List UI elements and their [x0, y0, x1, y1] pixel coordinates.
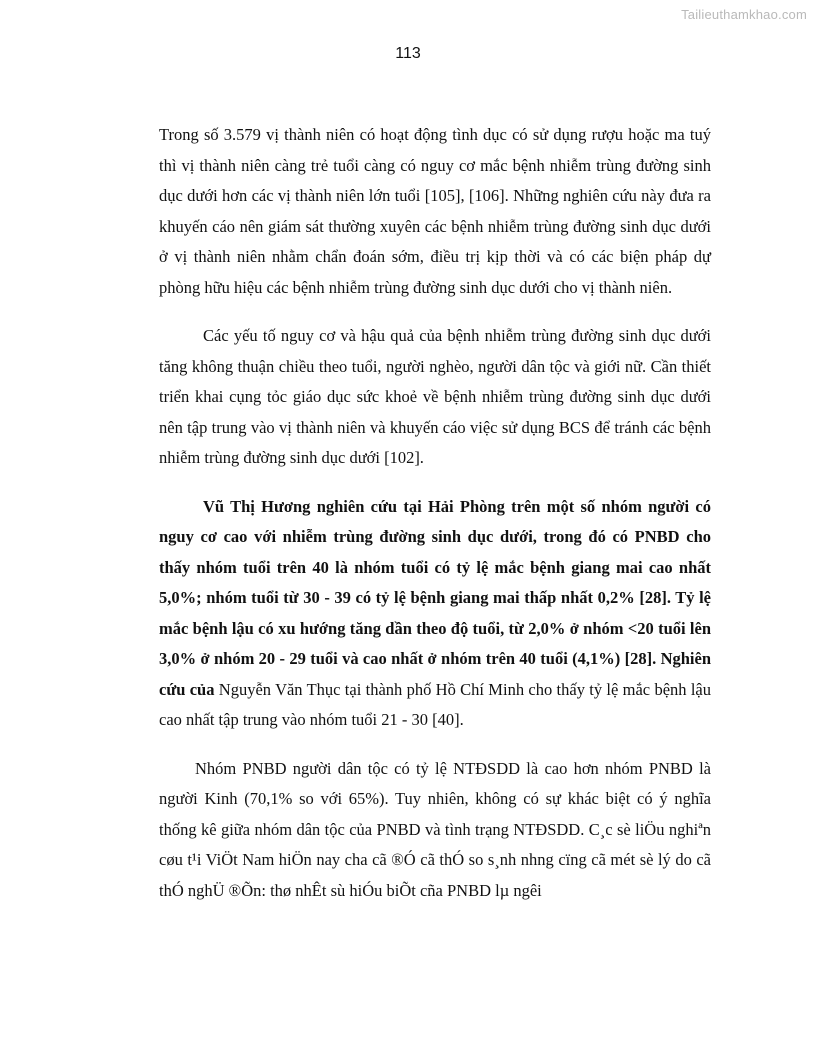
- paragraph-3-normal-text: Nguyễn Văn Thục tại thành phố Hồ Chí Minh cho thấy tỷ lệ mắc bệnh lậu cao nhất tập trung vào nhóm tuổi 21 - 30 [40].: [159, 679, 711, 729]
- paragraph-3: [159, 492, 711, 736]
- paragraph-4: Nhóm PNBD người dân tộc có tỷ lệ NTĐSDD là cao hơn nhóm PNBD là người Kinh (70,1% so với 65%). Tuy nhiên, không có sự khác biệt có ý nghĩa thống kê giữa nhóm dân tộc của PNBD và tình trạng NTĐSDD. C¸c sè liÖu nghiªn cøu t¹i ViÖt Nam hiÖn nay cha cã ®Ó cã thÓ so s¸nh nhng cïng cã mét sè lý do cã thÓ nghÜ ®Õn: thø nhÊt sù hiÓu biÕt cña PNBD lµ ngêi: [159, 758, 711, 900]
- paragraph-2: Các yếu tố nguy cơ và hậu quả của bệnh nhiễm trùng đường sinh dục dưới tăng không thuận chiều theo tuổi, người nghèo, người dân tộc và giới nữ. Cần thiết triển khai cụng tỏc giáo dục sức khoẻ về bệnh nhiễm trùng đường sinh dục dưới nên tập trung vào vị thành niên và khuyến cáo việc sử dụng BCS để tránh các bệnh nhiễm trùng đường sinh dục dưới [102].: [159, 326, 711, 467]
- paragraph-3-bold-text: Vũ Thị Hương nghiên cứu tại Hải Phòng trên một số nhóm người có nguy cơ cao với nhiễm trùng đường sinh dục dưới, trong đó có PNBD cho thấy nhóm tuổi trên 40 là nhóm tuổi có tỷ lệ mắc bệnh giang mai cao nhất 5,0%; nhóm tuổi từ 30 - 39 có tỷ lệ bệnh giang mai thấp nhất 0,2% [28]. Tỷ lệ mắc bệnh lậu có xu hướng tăng dần theo độ tuổi, từ 2,0% ở nhóm <20 tuổi lên 3,0% ở nhóm 20 - 29 tuổi và cao nhất ở nhóm trên 40 tuổi (4,1%) [28]. Nghiên cứu của: [159, 496, 711, 699]
- paragraph-1: Trong số 3.579 vị thành niên có hoạt động tình dục có sử dụng rượu hoặc ma tuý thì vị thành niên càng trẻ tuổi càng có nguy cơ mắc bệnh nhiễm trùng đường sinh dục dưới hơn các vị thành niên lớn tuổi [105], [106]. Những nghiên cứu này đưa ra khuyến cáo nên giám sát thường xuyên các bệnh nhiễm trùng đường sinh dục dưới ở vị thành niên nhằm chẩn đoán sớm, điều trị kịp thời và có các biện pháp dự phòng hữu hiệu các bệnh nhiễm trùng đường sinh dục dưới cho vị thành niên.: [159, 125, 711, 297]
- page-number: 113: [395, 45, 421, 62]
- watermark: Tailieuthamkhao.com: [681, 7, 807, 22]
- document-body: [159, 120, 711, 906]
